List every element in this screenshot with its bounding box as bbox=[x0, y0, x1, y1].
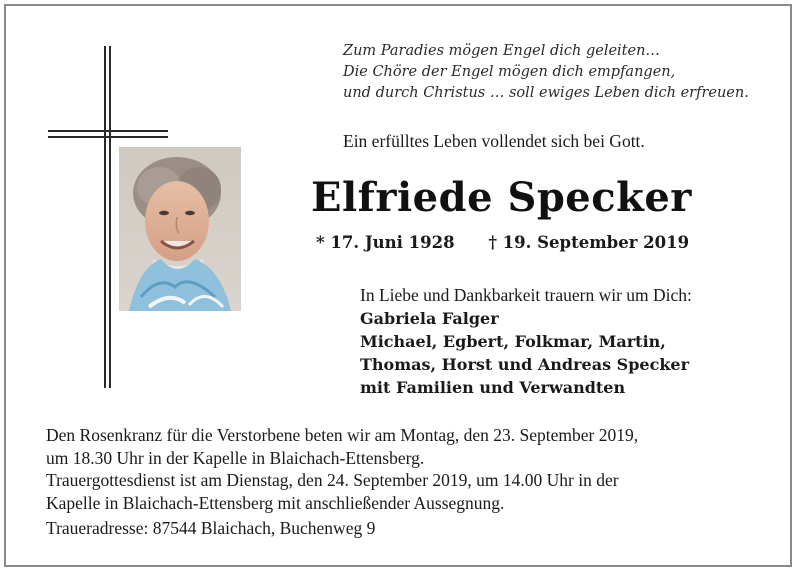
mourner-line: Gabriela Falger bbox=[360, 309, 499, 328]
verse bbox=[343, 41, 783, 104]
mourners-intro: In Liebe und Dankbarkeit trauern wir um Dich: bbox=[360, 285, 692, 305]
mourning-address: Traueradresse: 87544 Blaichach, Buchenweg 9 bbox=[46, 518, 376, 538]
service-info bbox=[46, 424, 766, 514]
service-line: Den Rosenkranz für die Verstorbene beten wir am Montag, den 23. September 2019, bbox=[46, 425, 639, 445]
mourner-line: Michael, Egbert, Folkmar, Martin, bbox=[360, 332, 666, 351]
death-date: † 19. September 2019 bbox=[488, 233, 690, 252]
deceased-name: Elfriede Specker bbox=[311, 174, 692, 221]
portrait-illustration bbox=[119, 147, 241, 311]
verse-line: und durch Christus … soll ewiges Leben dich erfreuen. bbox=[343, 85, 749, 101]
service-line: Trauergottesdienst ist am Dienstag, den 24. September 2019, um 14.00 Uhr in der bbox=[46, 470, 619, 490]
cross-icon-horizontal-line bbox=[48, 136, 168, 138]
portrait-photo bbox=[119, 147, 241, 311]
mourner-line: Thomas, Horst und Andreas Specker bbox=[360, 355, 690, 374]
verse-line: Zum Paradies mögen Engel dich geleiten… bbox=[343, 43, 660, 59]
service-line: Kapelle in Blaichach-Ettensberg mit anschließender Aussegnung. bbox=[46, 492, 505, 513]
tagline: Ein erfülltes Leben vollendet sich bei Gott. bbox=[343, 131, 645, 151]
cross-icon-vertical-line bbox=[109, 46, 111, 388]
service-line: um 18.30 Uhr in der Kapelle in Blaichach-Ettensberg. bbox=[46, 447, 425, 468]
life-dates bbox=[316, 233, 689, 252]
cross-icon-vertical-line bbox=[104, 46, 106, 388]
verse-line: Die Chöre der Engel mögen dich empfangen, bbox=[343, 64, 676, 80]
cross-icon-horizontal-line bbox=[48, 130, 168, 132]
mourners bbox=[360, 284, 692, 399]
birth-date: * 17. Juni 1928 bbox=[316, 233, 455, 252]
mourner-line: mit Familien und Verwandten bbox=[360, 378, 626, 397]
